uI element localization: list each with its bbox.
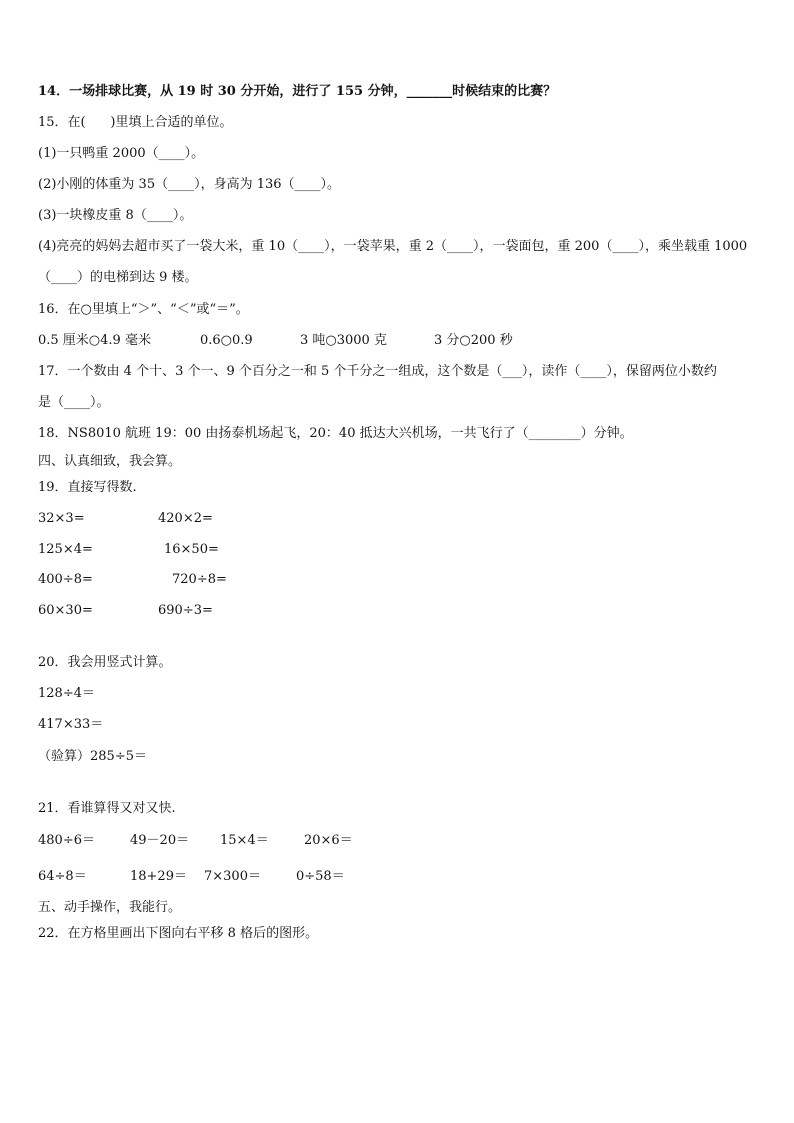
calc-row bbox=[38, 572, 338, 588]
calc-item: 125×4= bbox=[38, 542, 93, 557]
question-15-item-2: (2)小刚的体重为 35（____），身高为 136（____）。 bbox=[38, 177, 341, 192]
calc-item: 64÷8＝ bbox=[38, 869, 87, 884]
question-16-title: 16．在○里填上“＞”、“＜”或“＝”。 bbox=[38, 302, 249, 317]
calc-row bbox=[38, 833, 398, 849]
question-21-title: 21．看谁算得又对又快. bbox=[38, 801, 176, 816]
calc-row bbox=[38, 511, 338, 527]
calc-row bbox=[38, 603, 338, 619]
calc-item: 15×4＝ bbox=[220, 833, 269, 848]
compare-item: 3 吨○3000 克 bbox=[300, 333, 387, 348]
calc-item: 18+29＝ bbox=[130, 869, 187, 884]
calc-item: 16×50= bbox=[164, 542, 219, 557]
calc-item: 420×2= bbox=[158, 511, 213, 526]
question-20-title: 20．我会用竖式计算。 bbox=[38, 655, 172, 670]
section-4-heading: 四、认真细致，我会算。 bbox=[38, 454, 182, 469]
section-5-heading: 五、动手操作，我能行。 bbox=[38, 900, 182, 915]
calc-item: 690÷3= bbox=[158, 603, 213, 618]
calc-item: 7×300＝ bbox=[204, 869, 261, 884]
vertical-calc-item: 128÷4＝ bbox=[38, 686, 95, 701]
calc-item: 720÷8= bbox=[172, 572, 227, 587]
calc-item: 0÷58＝ bbox=[296, 869, 345, 884]
compare-item: 0.5 厘米○4.9 毫米 bbox=[38, 333, 151, 348]
question-15-title: 15．在( )里填上合适的单位。 bbox=[38, 115, 233, 130]
calc-item: 32×3= bbox=[38, 511, 85, 526]
calc-item: 49－20＝ bbox=[130, 833, 190, 848]
question-16-row bbox=[38, 333, 558, 349]
question-22: 22．在方格里画出下图向右平移 8 格后的图形。 bbox=[38, 926, 319, 941]
calc-item: 60×30= bbox=[38, 603, 93, 618]
question-17-line-2: 是（____）。 bbox=[38, 395, 110, 410]
question-15-item-3: (3)一块橡皮重 8（____）。 bbox=[38, 208, 193, 223]
calc-row bbox=[38, 542, 338, 558]
calc-item: 20×6＝ bbox=[304, 833, 353, 848]
question-18: 18．NS8010 航班 19：00 由扬泰机场起飞，20：40 抵达大兴机场，一共飞行了（________）分钟。 bbox=[38, 426, 633, 441]
question-14: 14．一场排球比赛，从 19 时 30 分开始，进行了 155 分钟，_______时候结束的比赛？ bbox=[38, 84, 557, 99]
question-15-item-4: (4)亮亮的妈妈去超市买了一袋大米，重 10（____），一袋苹果，重 2（____），一袋面包，重 200（____），乘坐载重 1000 bbox=[38, 239, 748, 254]
calc-item: 400÷8= bbox=[38, 572, 93, 587]
calc-row bbox=[38, 869, 398, 885]
question-19-title: 19．直接写得数. bbox=[38, 480, 137, 495]
question-15-item-4-cont: （____）的电梯到达 9 楼。 bbox=[38, 270, 198, 285]
vertical-calc-item: 417×33＝ bbox=[38, 717, 104, 732]
compare-item: 3 分○200 秒 bbox=[434, 333, 513, 348]
vertical-calc-item: （验算）285÷5＝ bbox=[38, 749, 147, 764]
compare-item: 0.6○0.9 bbox=[200, 333, 253, 348]
question-17-line-1: 17．一个数由 4 个十、3 个一、9 个百分之一和 5 个千分之一组成，这个数是（___），读作（____），保留两位小数约 bbox=[38, 364, 717, 379]
question-15-item-1: (1)一只鸭重 2000（____）。 bbox=[38, 146, 205, 161]
calc-item: 480÷6＝ bbox=[38, 833, 95, 848]
